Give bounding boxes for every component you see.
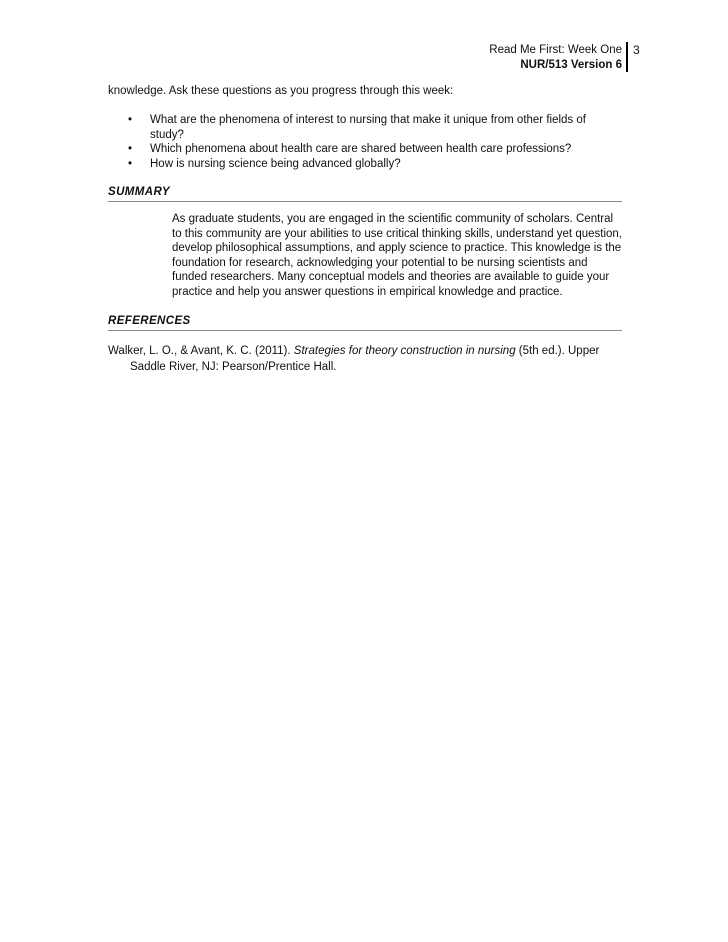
references-heading: REFERENCES xyxy=(108,314,622,331)
reference-title: Strategies for theory construction in nursing xyxy=(293,344,516,357)
bullet-icon: • xyxy=(128,143,133,155)
page-number: 3 xyxy=(633,43,640,57)
reference-authors: Walker, L. O., & Avant, K. C. (2011). xyxy=(108,344,294,357)
list-item xyxy=(108,142,622,157)
bullet-icon: • xyxy=(128,114,133,126)
intro-paragraph: knowledge. Ask these questions as you progress through this week: xyxy=(108,85,454,97)
header-title: Read Me First: Week One xyxy=(489,44,622,56)
list-item xyxy=(108,113,622,142)
list-item xyxy=(108,157,622,172)
question-text: What are the phenomena of interest to nursing that make it unique from other fields of study? xyxy=(150,114,586,141)
header-version: NUR/513 Version 6 xyxy=(520,59,622,71)
document-body xyxy=(108,84,622,386)
question-text: Which phenomena about health care are shared between health care professions? xyxy=(150,143,572,155)
question-text: How is nursing science being advanced globally? xyxy=(150,157,401,170)
page-header xyxy=(489,43,622,73)
summary-heading: SUMMARY xyxy=(108,185,622,202)
summary-paragraph: As graduate students, you are engaged in the scientific community of scholars. Central to this community are your abilities to use critical thinking skills, understand yet question, develop philosophical assumptions, and apply science to practice. This knowledge is the foundation for research, acknowledging your potential to be nursing scientists and funded researchers. Many conceptual models and theories are available to guide your practice and help you answer questions in empirical knowledge and practice. xyxy=(172,213,622,298)
reference-entry xyxy=(108,343,622,375)
header-divider xyxy=(626,42,628,72)
bullet-icon: • xyxy=(128,157,133,170)
question-list xyxy=(108,113,622,171)
reference-publication: (5th ed.). Upper Saddle River, NJ: Pearson/Prentice Hall. xyxy=(130,344,600,373)
